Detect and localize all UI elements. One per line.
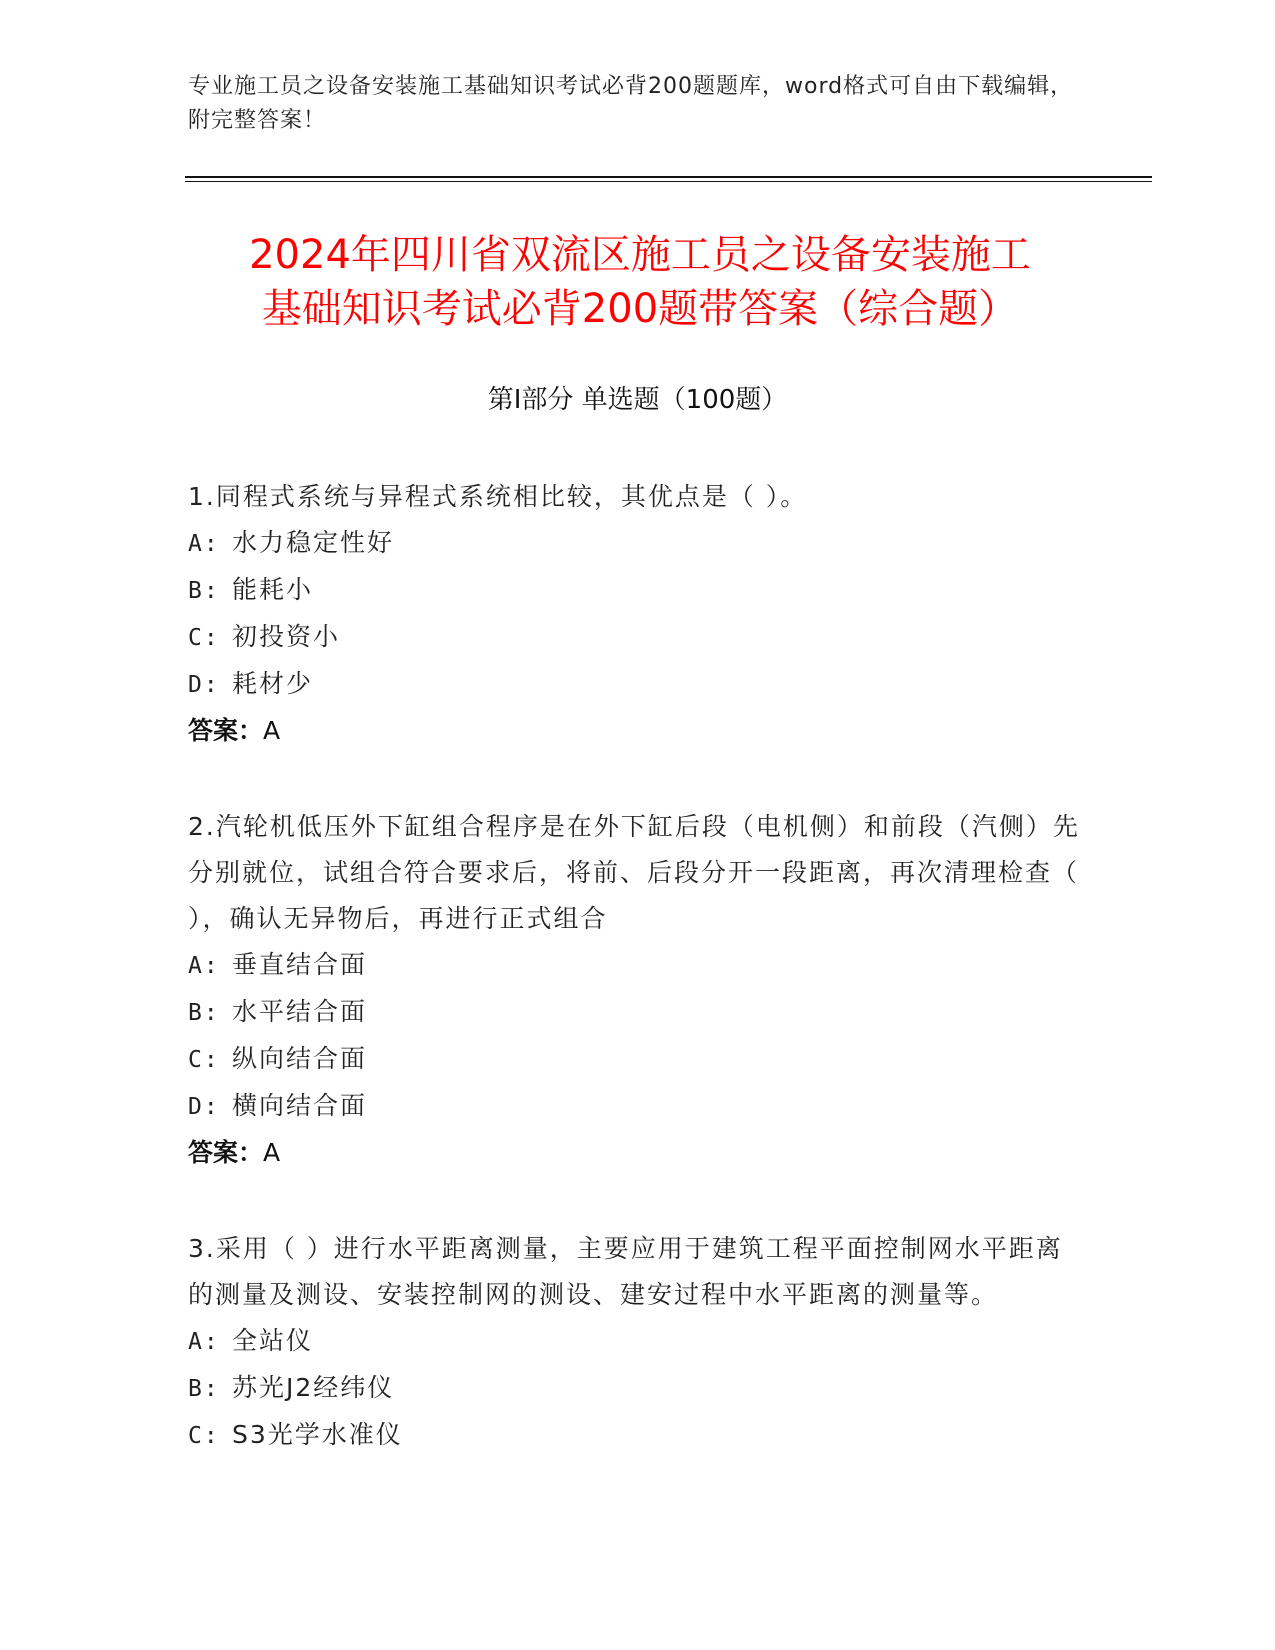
option-text: 苏光J2经纬仪 bbox=[232, 1373, 395, 1402]
answer-value: A bbox=[263, 716, 281, 745]
option-b bbox=[188, 567, 1088, 614]
option-text: 水力稳定性好 bbox=[232, 528, 395, 557]
option-c bbox=[188, 1412, 1088, 1459]
option-text: 纵向结合面 bbox=[232, 1044, 368, 1073]
header-rule-thin bbox=[185, 181, 1152, 182]
option-letter: B: bbox=[188, 578, 220, 604]
question-2 bbox=[188, 804, 1088, 1176]
option-text: 水平结合面 bbox=[232, 997, 368, 1026]
section-heading: 第Ⅰ部分 单选题（100题） bbox=[487, 385, 788, 415]
option-letter: C: bbox=[188, 625, 220, 651]
option-text: 全站仪 bbox=[232, 1326, 314, 1355]
question-3 bbox=[188, 1226, 1088, 1459]
option-d bbox=[188, 1083, 1088, 1130]
option-letter: D: bbox=[188, 1094, 220, 1120]
option-letter: B: bbox=[188, 1376, 220, 1402]
question-list bbox=[188, 474, 1088, 1509]
option-letter: C: bbox=[188, 1047, 220, 1073]
document-title-line-2: 基础知识考试必背200题带答案（综合题） bbox=[261, 286, 1019, 332]
answer-label: 答案： bbox=[188, 716, 264, 745]
option-text: 耗材少 bbox=[232, 669, 314, 698]
question-stem: 1.同程式系统与异程式系统相比较，其优点是（ ）。 bbox=[188, 482, 808, 511]
option-text: 垂直结合面 bbox=[232, 950, 368, 979]
option-text: 横向结合面 bbox=[232, 1091, 368, 1120]
option-b bbox=[188, 1365, 1088, 1412]
option-text: S3光学水准仪 bbox=[232, 1420, 403, 1449]
document-title bbox=[190, 228, 1090, 336]
option-text: 能耗小 bbox=[232, 575, 314, 604]
answer-line bbox=[188, 708, 1088, 754]
option-letter: C: bbox=[188, 1423, 220, 1449]
option-a bbox=[188, 1318, 1088, 1365]
option-letter: B: bbox=[188, 1000, 220, 1026]
document-title-line-1: 2024年四川省双流区施工员之设备安装施工 bbox=[249, 232, 1031, 278]
header-rule-thick bbox=[185, 176, 1152, 178]
option-letter: A: bbox=[188, 1329, 220, 1355]
option-letter: A: bbox=[188, 531, 220, 557]
option-letter: A: bbox=[188, 953, 220, 979]
answer-value: A bbox=[263, 1138, 281, 1167]
answer-label: 答案： bbox=[188, 1138, 264, 1167]
option-c bbox=[188, 614, 1088, 661]
question-stem: 2.汽轮机低压外下缸组合程序是在外下缸后段（电机侧）和前段（汽侧）先分别就位，试组合符合要求后，将前、后段分开一段距离，再次清理检查（ ），确认无异物后，再进行正式组合 bbox=[188, 812, 1080, 933]
answer-line bbox=[188, 1130, 1088, 1176]
header-note: 专业施工员之设备安装施工基础知识考试必背200题题库，word格式可自由下载编辑，附完整答案！ bbox=[188, 74, 1074, 133]
option-c bbox=[188, 1036, 1088, 1083]
option-a bbox=[188, 520, 1088, 567]
option-b bbox=[188, 989, 1088, 1036]
option-text: 初投资小 bbox=[232, 622, 341, 651]
option-letter: D: bbox=[188, 672, 220, 698]
option-a bbox=[188, 942, 1088, 989]
question-1 bbox=[188, 474, 1088, 754]
question-stem: 3.采用（ ）进行水平距离测量，主要应用于建筑工程平面控制网水平距离的测量及测设、安装控制网的测设、建安过程中水平距离的测量等。 bbox=[188, 1234, 1063, 1309]
option-d bbox=[188, 661, 1088, 708]
